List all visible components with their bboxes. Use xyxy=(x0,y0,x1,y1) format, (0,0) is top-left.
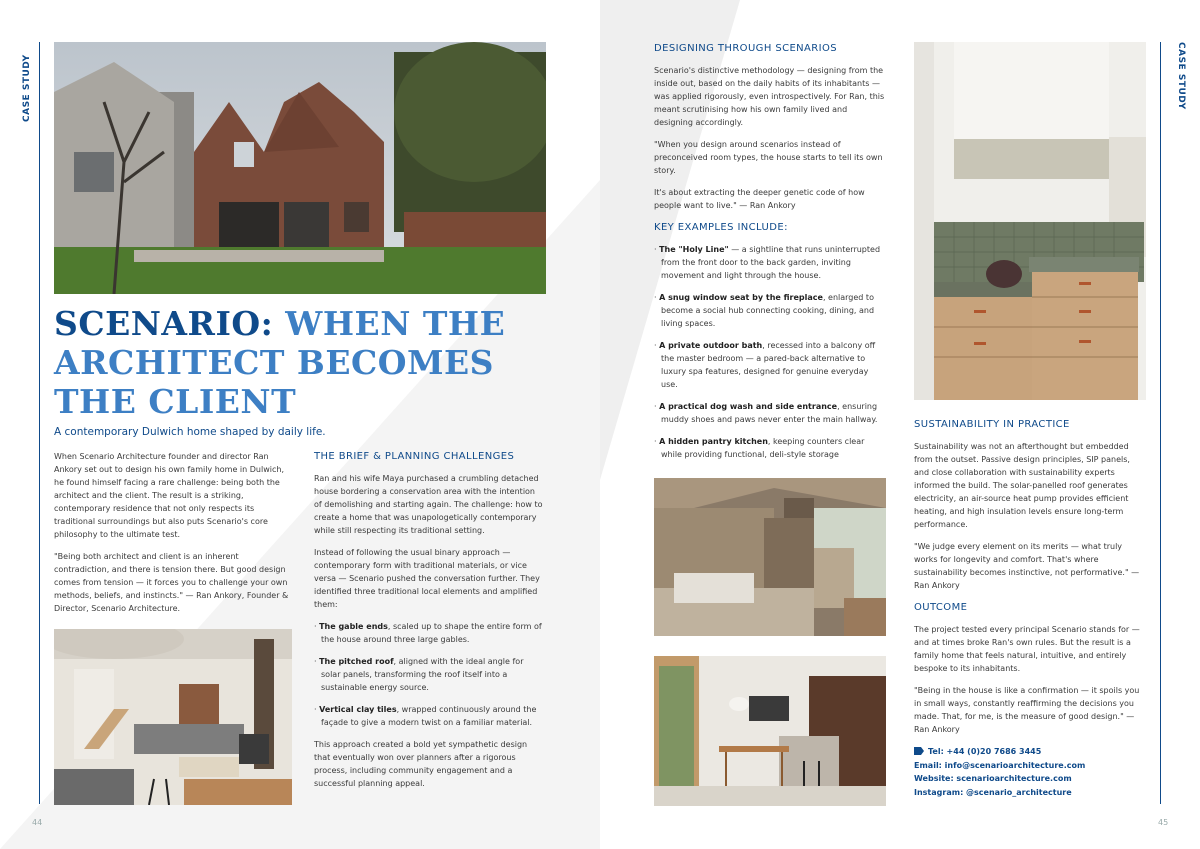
outcome-quote: "Being in the house is like a confirmation — it spoils you in small ways, constantly reaffirming the decisions you made. That, for me, is the measure of good design." — Ran Ankory xyxy=(914,686,1140,734)
sustainability-quote: "We judge every element on its merits — what truly works for longevity and comfort. That's where sustainability becomes instinctive, not performative." — Ran Ankory xyxy=(914,542,1140,590)
dining-kitchen-photo xyxy=(654,656,886,806)
brief-bullet-roof: · The pitched roof, aligned with the ideal angle for solar panels, transforming the roof itself into a sustainable energy source. xyxy=(314,657,524,692)
outcome-heading: OUTCOME xyxy=(914,602,968,613)
page-number-left: 44 xyxy=(32,818,43,827)
living-room-photo xyxy=(54,629,292,805)
case-study-tag-right: CASE STUDY xyxy=(1176,42,1186,110)
scenarios-column xyxy=(654,42,886,470)
brief-paragraph-3: This approach created a bold yet sympathetic design that eventually won over planners after a rigorous process, including community engagement and a successful planning appeal. xyxy=(314,740,528,788)
intro-paragraph-1: When Scenario Architecture founder and director Ran Ankory set out to design his own family home in Dulwich, he found himself facing a rare challenge: being both the architect and the client. The result is a striking, contemporary residence that not only respects its traditional surroundings but also puts Scenario's core philosophy to the ultimate test. xyxy=(54,452,284,539)
example-outdoor-bath: · A private outdoor bath, recessed into a balcony off the master bedroom — a pared-back alternative to luxury spa features, designed for genuine everyday use. xyxy=(654,341,876,389)
case-study-tag-left: CASE STUDY xyxy=(22,54,32,122)
example-holy-line: · The "Holy Line" — a sightline that runs uninterrupted from the front door to the back garden, inviting movement and light through the house. xyxy=(654,245,881,280)
brief-column xyxy=(314,450,544,799)
sustainability-heading: SUSTAINABILITY IN PRACTICE xyxy=(914,419,1070,430)
contact-phone[interactable]: Tel: +44 (0)20 7686 3445 xyxy=(914,745,1146,759)
page-number-right: 45 xyxy=(1158,818,1169,827)
scenarios-paragraph-1: Scenario's distinctive methodology — designing from the inside out, based on the daily habits of its inhabitants — was applied rigorously, even introspectively. For Ran, this meant scrutinising how his own family lived and designing accordingly. xyxy=(654,66,885,127)
left-margin-rule xyxy=(39,42,40,804)
brief-bullet-gable: · The gable ends, scaled up to shape the entire form of the house around three large gables. xyxy=(314,622,542,644)
right-margin-rule xyxy=(1160,42,1161,804)
intro-quote: "Being both architect and client is an inherent contradiction, and there is tension there. But good design comes from tension — it forces you to challenge your own methods, beliefs, and instincts." — Ran Ankory, Founder & Director, Scenario Architecture. xyxy=(54,552,289,613)
sustainability-paragraph: Sustainability was not an afterthought but embedded from the outset. Passive design principles, SIP panels, and close collaboration with sustainability experts informed the build. The solar-panelled roof generates electricity, an air-source heat pump provides efficient heating, and high insulation levels ensure long-term performance. xyxy=(914,442,1130,529)
contact-block xyxy=(914,745,1146,799)
outcome-paragraph: The project tested every principal Scenario stands for — and at times broke Ran's own rules. But the result is a family home that feels natural, intuitive, and entirely bespoke to its inhabitants. xyxy=(914,625,1140,673)
sustainability-column xyxy=(914,418,1146,799)
page-title: SCENARIO: WHEN THE ARCHITECT BECOMES THE CLIENT xyxy=(54,304,506,421)
brief-paragraph-1: Ran and his wife Maya purchased a crumbling detached house bordering a conservation area with the intention of demolishing and starting again. The challenge: how to create a home that was unapologetically contemporary while still respecting its traditional setting. xyxy=(314,474,543,535)
brief-bullet-tiles: · Vertical clay tiles, wrapped continuously around the façade to give a modern twist on a familiar material. xyxy=(314,705,537,727)
page-subtitle: A contemporary Dulwich home shaped by daily life. xyxy=(54,426,326,438)
key-examples-heading: KEY EXAMPLES INCLUDE: xyxy=(654,222,788,233)
contact-instagram[interactable]: Instagram: @scenario_architecture xyxy=(914,787,1072,797)
scenarios-heading: DESIGNING THROUGH SCENARIOS xyxy=(654,43,838,54)
pantry-kitchen-photo xyxy=(914,42,1146,400)
scenarios-quote-1: "When you design around scenarios instead of preconceived room types, the house starts to tell its own story. xyxy=(654,140,883,175)
intro-column xyxy=(54,450,292,624)
contact-email[interactable]: Email: info@scenarioarchitecture.com xyxy=(914,760,1086,770)
contact-website[interactable]: Website: scenarioarchitecture.com xyxy=(914,774,1072,783)
example-window-seat: · A snug window seat by the fireplace, enlarged to become a social hub connecting cooking, dining, and living spaces. xyxy=(654,293,875,328)
example-pantry-kitchen: · A hidden pantry kitchen, keeping counters clear while providing functional, deli-style storage xyxy=(654,437,865,459)
arrow-tag-icon xyxy=(914,747,924,755)
house-exterior-photo xyxy=(54,42,546,294)
example-dog-wash: · A practical dog wash and side entrance, ensuring muddy shoes and paws never enter the main hallway. xyxy=(654,402,878,424)
scenarios-quote-2: It's about extracting the deeper genetic code of how people want to live." — Ran Ankory xyxy=(654,188,865,210)
brief-heading: THE BRIEF & PLANNING CHALLENGES xyxy=(314,451,515,462)
outdoor-bath-photo xyxy=(654,478,886,636)
brief-paragraph-2: Instead of following the usual binary approach — contemporary form with traditional materials, or vice versa — Scenario pushed the conversation further. They identified three traditional local elements and amplified them: xyxy=(314,548,540,609)
